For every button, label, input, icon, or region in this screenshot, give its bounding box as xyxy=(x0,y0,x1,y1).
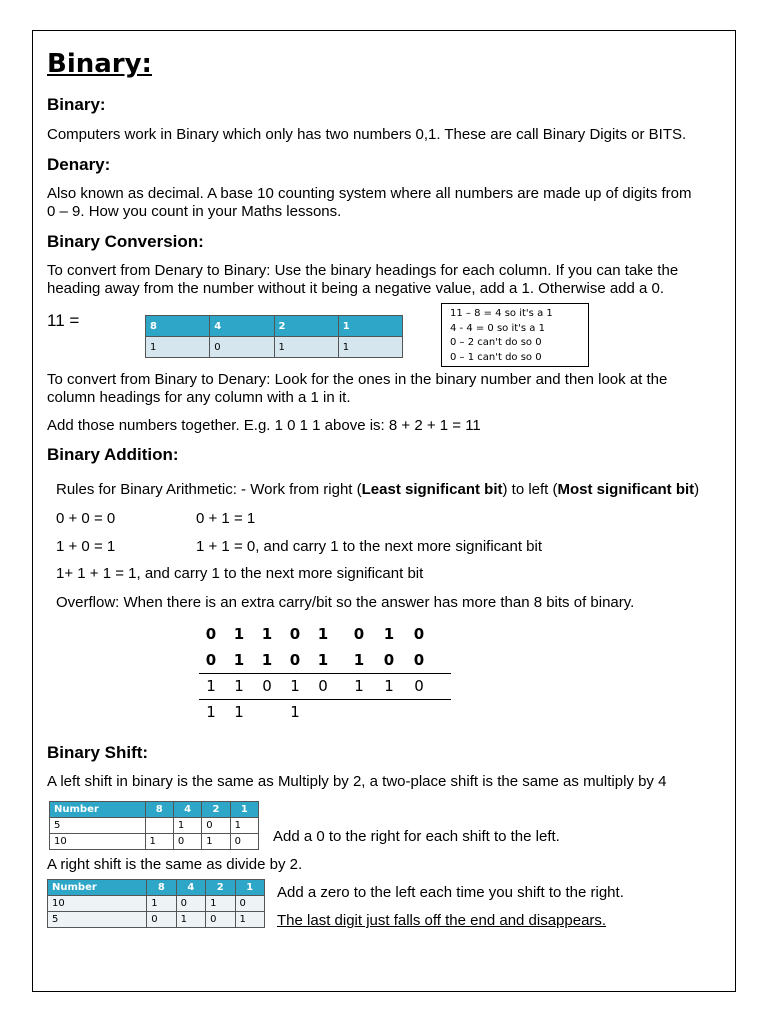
binary-text: Computers work in Binary which only has two numbers 0,1. These are call Binary Digits or BITS. xyxy=(47,126,687,143)
digit: 1 xyxy=(206,677,216,695)
denary-line1: Also known as decimal. A base 10 counting system where all numbers are made up of digits from xyxy=(47,185,692,202)
digit: 0 xyxy=(414,677,424,695)
digit: 0 xyxy=(289,651,301,669)
right-shift-table xyxy=(47,879,265,928)
digit: 1 xyxy=(234,677,244,695)
value-cell: 0 xyxy=(235,896,265,912)
header-cell: 4 xyxy=(176,880,205,896)
conversion-line5: Add those numbers together. E.g. 1 0 1 1 above is: 8 + 2 + 1 = 11 xyxy=(47,417,481,434)
conversion-line3: To convert from Binary to Denary: Look for the ones in the binary number and then look at the xyxy=(47,371,668,388)
value-cell: 1 xyxy=(206,896,235,912)
rule-1b: 0 + 1 = 1 xyxy=(196,510,256,527)
digit: 0 xyxy=(383,651,395,669)
note-line: 4 - 4 = 0 so it's a 1 xyxy=(450,322,545,334)
value-cell: 1 xyxy=(338,337,402,358)
digit: 1 xyxy=(234,703,244,721)
digit: 1 xyxy=(261,625,273,643)
header-cell: 2 xyxy=(202,802,230,818)
heading-addition: Binary Addition: xyxy=(47,445,179,464)
value-cell: 1 xyxy=(145,834,173,850)
note-line: 0 – 2 can't do so 0 xyxy=(450,337,542,348)
right-shift-note-2: The last digit just falls off the end and disappears. xyxy=(277,912,607,929)
value-cell: 0 xyxy=(206,912,235,928)
rule-3: 1+ 1 + 1 = 1, and carry 1 to the next more significant bit xyxy=(56,565,424,582)
arithmetic-rules xyxy=(56,481,699,498)
value-cell: 1 xyxy=(146,337,210,358)
rule-1a: 0 + 0 = 0 xyxy=(56,510,116,527)
carry-divider xyxy=(199,699,451,700)
digit: 1 xyxy=(353,651,365,669)
header-cell: 8 xyxy=(146,316,210,337)
heading-conversion: Binary Conversion: xyxy=(47,232,204,251)
overflow-text: Overflow: When there is an extra carry/bit so the answer has more than 8 bits of binary. xyxy=(56,594,635,611)
digit: 1 xyxy=(354,677,364,695)
note-line: 0 – 1 can't do so 0 xyxy=(450,351,542,363)
digit: 0 xyxy=(205,625,217,643)
value-cell: 1 xyxy=(173,818,201,834)
digit: 0 xyxy=(205,651,217,669)
digit: 1 xyxy=(233,651,245,669)
header-cell: 1 xyxy=(235,880,265,896)
header-cell: 8 xyxy=(147,880,176,896)
value-cell xyxy=(145,818,173,834)
right-shift-note-1: Add a zero to the left each time you shift to the right. xyxy=(277,884,624,901)
value-cell: 10 xyxy=(50,834,146,850)
value-cell: 5 xyxy=(50,818,146,834)
shift-text: A left shift in binary is the same as Multiply by 2, a two-place shift is the same as multiply by 4 xyxy=(47,773,667,790)
sum-divider xyxy=(199,673,451,674)
rule-2b: 1 + 1 = 0, and carry 1 to the next more significant bit xyxy=(196,538,543,555)
header-cell: 2 xyxy=(274,316,338,337)
digit: 1 xyxy=(383,625,395,643)
rules-text: ) to left ( xyxy=(502,481,558,498)
value-cell: 1 xyxy=(147,896,176,912)
digit: 1 xyxy=(317,625,329,643)
value-cell: 0 xyxy=(210,337,274,358)
heading-shift: Binary Shift: xyxy=(47,743,149,762)
digit: 0 xyxy=(413,625,425,643)
header-cell: 4 xyxy=(173,802,201,818)
value-cell: 0 xyxy=(230,834,258,850)
left-shift-table xyxy=(49,801,259,850)
value-cell: 1 xyxy=(176,912,205,928)
value-cell: 5 xyxy=(48,912,147,928)
value-cell: 1 xyxy=(235,912,265,928)
value-cell: 0 xyxy=(202,818,230,834)
digit: 0 xyxy=(353,625,365,643)
header-cell: 1 xyxy=(338,316,402,337)
header-cell: 2 xyxy=(206,880,235,896)
digit: 1 xyxy=(290,677,300,695)
denary-line2: 0 – 9. How you count in your Maths lessons. xyxy=(47,203,342,220)
page-title: Binary: xyxy=(47,49,152,79)
heading-denary: Denary: xyxy=(47,155,111,174)
heading-binary: Binary: xyxy=(47,95,106,114)
note-line: 11 – 8 = 4 so it's a 1 xyxy=(450,308,553,319)
rules-text: ) xyxy=(694,481,700,498)
most-significant-bit: Most significant bit xyxy=(557,481,695,498)
conversion-line4: column headings for any column with a 1 in it. xyxy=(47,389,351,406)
conversion-line1: To convert from Denary to Binary: Use the binary headings for each column. If you can take the xyxy=(47,262,679,279)
value-cell: 0 xyxy=(176,896,205,912)
least-significant-bit: Least significant bit xyxy=(361,481,503,498)
digit: 0 xyxy=(262,677,272,695)
right-shift-text: A right shift is the same as divide by 2. xyxy=(47,856,303,873)
header-cell: 8 xyxy=(145,802,173,818)
digit: 1 xyxy=(317,651,329,669)
value-cell: 1 xyxy=(230,818,258,834)
value-cell: 1 xyxy=(202,834,230,850)
conversion-notes-box xyxy=(441,303,589,367)
example-label: 11 = xyxy=(47,311,80,330)
header-cell: 4 xyxy=(210,316,274,337)
value-cell: 1 xyxy=(274,337,338,358)
document-page xyxy=(32,30,736,992)
rules-text: Rules for Binary Arithmetic: - Work from right ( xyxy=(56,481,362,498)
digit: 0 xyxy=(318,677,328,695)
digit: 1 xyxy=(384,677,394,695)
header-cell: 1 xyxy=(230,802,258,818)
conversion-table xyxy=(145,315,403,358)
digit: 1 xyxy=(261,651,273,669)
digit: 0 xyxy=(413,651,425,669)
value-cell: 10 xyxy=(48,896,147,912)
header-cell: Number xyxy=(50,802,146,818)
digit: 0 xyxy=(289,625,301,643)
digit: 1 xyxy=(233,625,245,643)
rule-2a: 1 + 0 = 1 xyxy=(56,538,116,555)
value-cell: 0 xyxy=(147,912,176,928)
value-cell: 0 xyxy=(173,834,201,850)
left-shift-note: Add a 0 to the right for each shift to the left. xyxy=(273,828,560,845)
conversion-line2: heading away from the number without it being a negative value, add a 1. Otherwise add a 0. xyxy=(47,280,665,297)
header-cell: Number xyxy=(48,880,147,896)
digit: 1 xyxy=(206,703,216,721)
digit: 1 xyxy=(290,703,300,721)
